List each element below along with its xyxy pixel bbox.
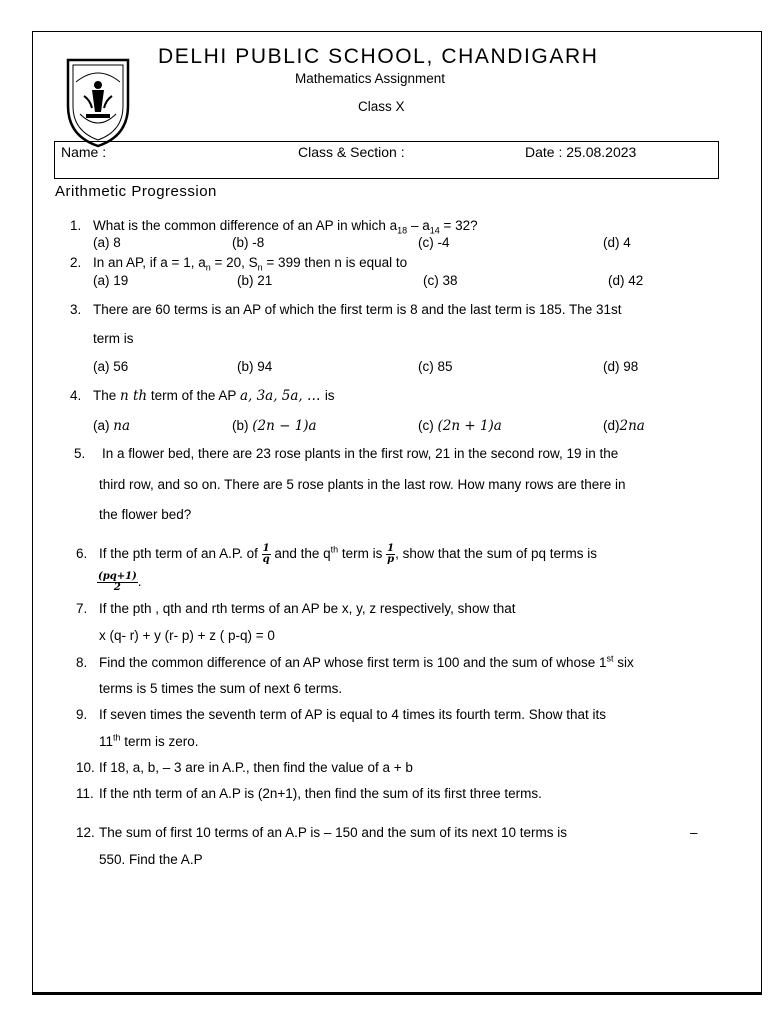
question-8-line-1: Find the common difference of an AP whose first term is 100 and the sum of whose 1st six (99, 653, 634, 670)
question-5-line-2: third row, and so on. There are 5 rose plants in the last row. How many rows are there in (99, 477, 626, 492)
question-9-line-1: If seven times the seventh term of AP is equal to 4 times its fourth term. Show that its (99, 707, 606, 722)
q2-option-a: (a) 19 (93, 273, 129, 288)
school-crest-logo (64, 56, 132, 148)
question-5-line-3: the flower bed? (99, 507, 192, 522)
question-6-text: If the pth term of an A.P. of $\frac{1}{q}$ and the $q^{th}$ term is $\frac{1}{p}$ , show that the sum of pq terms is (99, 542, 597, 565)
date-label: Date : 25.08.2023 (525, 144, 637, 160)
fraction-1-over-q: $\frac{1}{q}$ (262, 542, 270, 565)
q3-option-a: (a) 56 (93, 359, 129, 374)
fraction-pq-plus-1-over-2: $\frac{(pq+1)}{2}$ (98, 570, 137, 593)
question-8-line-2: terms is 5 times the sum of next 6 terms. (99, 681, 343, 696)
student-info-box (54, 141, 719, 179)
question-4-number: 4. (70, 388, 82, 403)
question-9-line-2: 11th term is zero. (99, 732, 199, 749)
q4-option-a: (a) na (93, 418, 130, 434)
q4-option-c: (c) (2n + 1)a (418, 418, 502, 434)
q3-option-c: (c) 85 (418, 359, 453, 374)
question-10-text: If 18, a, b, – 3 are in A.P., then find the value of a + b (99, 760, 413, 775)
question-12-line-1: The sum of first 10 terms of an A.P is – 150 and the sum of its next 10 terms is (99, 825, 567, 840)
question-7-number: 7. (76, 601, 88, 616)
class-label: Class X (358, 99, 405, 114)
question-8-number: 8. (76, 655, 88, 670)
question-3-line-1: There are 60 terms is an AP of which the first term is 8 and the last term is 185. The 31st (93, 302, 622, 317)
section-title: Arithmetic Progression (55, 183, 217, 200)
school-name: DELHI PUBLIC SCHOOL, CHANDIGARH (158, 45, 599, 68)
q2-option-c: (c) 38 (423, 273, 458, 288)
page-bottom-rule (32, 992, 762, 995)
question-12-number: 12. (76, 825, 95, 840)
class-section-label: Class & Section : (298, 144, 405, 160)
q1-option-b: (b) -8 (232, 235, 265, 250)
question-12-line-1-end: – (690, 825, 698, 840)
q3-option-b: (b) 94 (237, 359, 273, 374)
q1-option-c: (c) -4 (418, 235, 450, 250)
q4-option-b: (b) (2n − 1)a (232, 418, 317, 434)
question-7-line-1: If the pth , qth and rth terms of an AP be x, y, z respectively, show that (99, 601, 516, 616)
question-11-text: If the nth term of an A.P is (2n+1), then find the sum of its first three terms. (99, 786, 542, 801)
question-3-number: 3. (70, 302, 82, 317)
question-6-result: $\frac{(pq+1)}{2}$ . (98, 570, 142, 593)
question-6-number: 6. (76, 546, 88, 561)
question-3-line-2: term is (93, 331, 134, 346)
question-2-text: In an AP, if a = 1, $a_n = 20$, $S_n = 399$ then n is equal to (93, 255, 408, 273)
name-label: Name : (61, 144, 107, 160)
assignment-subtitle: Mathematics Assignment (295, 71, 446, 86)
q3-option-d: (d) 98 (603, 359, 639, 374)
question-11-number: 11. (76, 786, 94, 801)
question-10-number: 10. (76, 760, 95, 775)
question-5-line-1: In a flower bed, there are 23 rose plants in the first row, 21 in the second row, 19 in the (102, 446, 619, 461)
q1-option-a: (a) 8 (93, 235, 121, 250)
question-4-text: The n th term of the AP a, 3a, 5a, … is (93, 388, 335, 404)
question-1-number: 1. (70, 218, 82, 233)
q2-option-b: (b) 21 (237, 273, 273, 288)
question-7-line-2: x (q- r) + y (r- p) + z ( p-q) = 0 (99, 628, 275, 643)
question-2-number: 2. (70, 255, 82, 270)
q1-option-d: (d) 4 (603, 235, 631, 250)
q4-option-d: (d)2na (603, 418, 645, 434)
question-12-line-2: 550. Find the A.P (99, 852, 203, 867)
fraction-1-over-p: $\frac{1}{p}$ (387, 542, 395, 565)
question-5-number: 5. (74, 446, 86, 461)
question-1-text: What is the common difference of an AP in which $a_{18} - a_{14} = 32$? (93, 218, 478, 236)
q2-option-d: (d) 42 (608, 273, 644, 288)
question-9-number: 9. (76, 707, 88, 722)
